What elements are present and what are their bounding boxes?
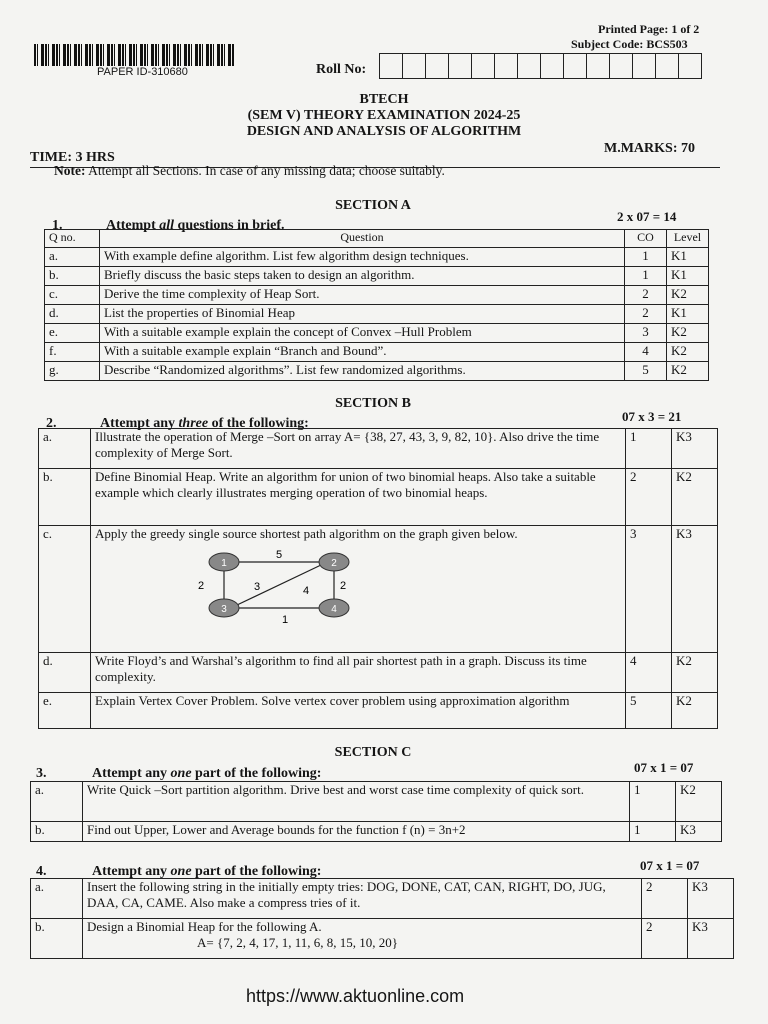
edge-weight: 2 <box>197 580 205 592</box>
section-b-title: SECTION B <box>335 396 411 411</box>
subject-title: DESIGN AND ANALYSIS OF ALGORITHM <box>246 124 522 139</box>
edge-weight: 3 <box>253 581 261 593</box>
program-title: BTECH <box>359 92 409 107</box>
note-text: Attempt all Sections. In case of any missing data; choose suitably. <box>88 163 445 178</box>
table-row: d. Write Floyd’s and Warshal’s algorithm to find all pair shortest path in a graph. Discuss its time complexity. 4 K2 <box>39 653 718 693</box>
table-row: b. Briefly discuss the basic steps taken to design an algorithm. 1 K1 <box>45 267 709 286</box>
section-b-table <box>38 428 718 729</box>
table-row: c. Derive the time complexity of Heap Sort. 2 K2 <box>45 286 709 305</box>
header-question: Question <box>100 230 625 248</box>
roll-no-boxes[interactable] <box>380 53 702 79</box>
table-row: f. With a suitable example explain “Branch and Bound”. 4 K2 <box>45 343 709 362</box>
q4-instruction: Attempt any one part of the following: <box>92 864 322 879</box>
header-level: Level <box>667 230 709 248</box>
q3-marks: 07 x 1 = 07 <box>634 760 694 775</box>
table-row: b. Find out Upper, Lower and Average bounds for the function f (n) = 3n+2 1 K3 <box>31 822 722 842</box>
table-row: a. Write Quick –Sort partition algorithm. Drive best and worst case time complexity of quick sort. 1 K2 <box>31 782 722 822</box>
q3-instruction: Attempt any one part of the following: <box>92 766 322 781</box>
q2-number: 2. <box>46 416 57 431</box>
graph-node: 2 <box>331 558 337 569</box>
edge-weight: 5 <box>275 550 283 561</box>
edge-weight: 2 <box>339 580 347 592</box>
q2-marks: 07 x 3 = 21 <box>622 409 682 424</box>
graph-node: 3 <box>221 604 227 615</box>
subject-code-label: Subject Code: BCS503 <box>571 37 688 51</box>
table-row: d. List the properties of Binomial Heap 2 K1 <box>45 305 709 324</box>
q4-marks: 07 x 1 = 07 <box>640 858 700 873</box>
section-a-table <box>44 229 709 381</box>
note-label: Note: <box>54 163 86 178</box>
table-row: b. Design a Binomial Heap for the following A. A= {7, 2, 4, 17, 1, 11, 6, 8, 15, 10, 20} 2 K3 <box>31 919 734 959</box>
q3-number: 3. <box>36 766 47 781</box>
section-a-title: SECTION A <box>335 198 411 213</box>
q1-instruction: Attempt all questions in brief. <box>106 218 285 233</box>
time-label: TIME: 3 HRS <box>30 150 115 165</box>
q1-number: 1. <box>52 218 63 233</box>
table-row: a. With example define algorithm. List few algorithm design techniques. 1 K1 <box>45 248 709 267</box>
q1-marks: 2 x 07 = 14 <box>617 209 677 224</box>
section-c-title: SECTION C <box>334 745 412 760</box>
barcode-image <box>34 44 234 66</box>
q4-number: 4. <box>36 864 47 879</box>
q2-instruction: Attempt any three of the following: <box>100 416 309 431</box>
table-row: g. Describe “Randomized algorithms”. List few randomized algorithms. 5 K2 <box>45 362 709 381</box>
graph-node: 1 <box>221 558 227 569</box>
table-row: a. Insert the following string in the initially empty tries: DOG, DONE, CAT, CAN, RIGHT, DO, JUG, DAA, CA, CAME. Also make a compress tries of it. 2 K3 <box>31 879 734 919</box>
table-row: e. With a suitable example explain the concept of Convex –Hull Problem 3 K2 <box>45 324 709 343</box>
shortest-path-graph <box>187 550 387 630</box>
table-row: b. Define Binomial Heap. Write an algorithm for union of two binomial heaps. Also take a suitable example which clearly illustrates merging operation of two binomial heaps. 2 K2 <box>39 469 718 526</box>
paper-id: PAPER ID-310680 <box>97 66 188 78</box>
footer-url[interactable]: https://www.aktuonline.com <box>246 986 465 1006</box>
q4-table <box>30 878 734 959</box>
edge-weight: 1 <box>281 614 289 626</box>
printed-page-label: Printed Page: 1 of 2 <box>598 22 700 36</box>
q3-table <box>30 781 722 842</box>
roll-no-label: Roll No: <box>316 62 367 77</box>
header-qno: Q no. <box>45 230 100 248</box>
exam-title: (SEM V) THEORY EXAMINATION 2024-25 <box>247 108 521 123</box>
table-row: c. Apply the greedy single source shortest path algorithm on the graph given below. 1 2 3 4 5 2 3 4 2 1 3 K3 <box>39 526 718 653</box>
table-row: a. Illustrate the operation of Merge –Sort on array A= {38, 27, 43, 3, 9, 82, 10}. Also drive the time complexity of Merge Sort. 1 K3 <box>39 429 718 469</box>
note <box>54 163 445 179</box>
graph-node: 4 <box>331 604 337 615</box>
header-co: CO <box>625 230 667 248</box>
table-row: e. Explain Vertex Cover Problem. Solve vertex cover problem using approximation algorithm 5 K2 <box>39 693 718 729</box>
max-marks-label: M.MARKS: 70 <box>604 141 695 156</box>
edge-weight: 4 <box>302 585 310 597</box>
